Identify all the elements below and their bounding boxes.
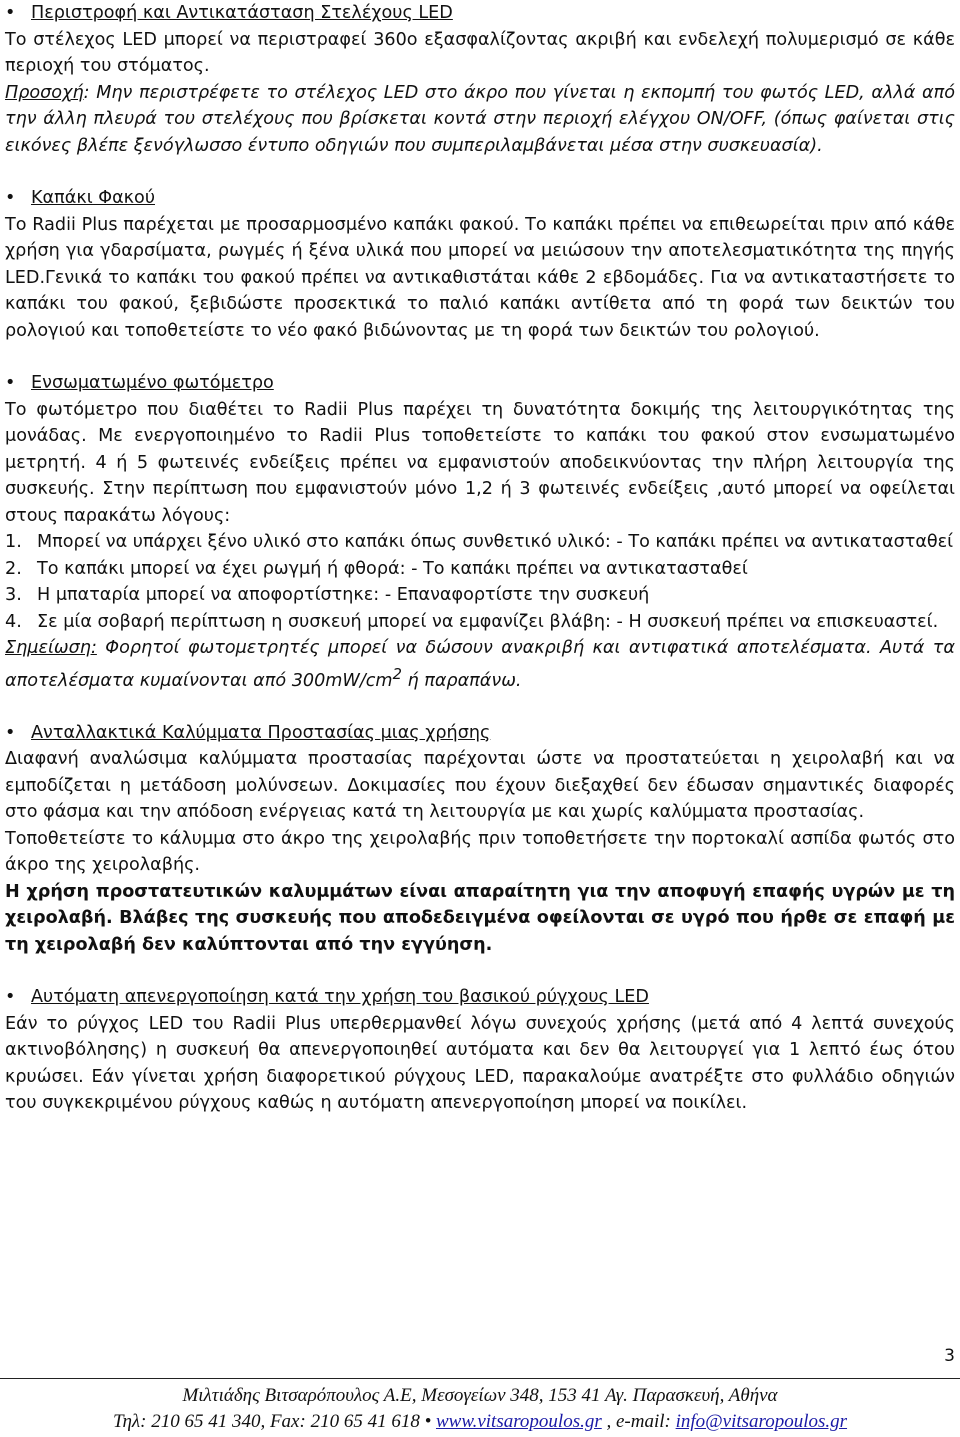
note-label: Προσοχή <box>5 82 84 103</box>
list-item: 1. Μπορεί να υπάρχει ξένο υλικό στο καπάκι όπως συνθετικό υλικό: - Το καπάκι πρέπει να αντικατασταθεί <box>5 532 954 552</box>
page-number: 3 <box>944 1346 955 1366</box>
email-link[interactable]: info@vitsaropoulos.gr <box>675 1411 848 1432</box>
bullet-icon: • <box>5 987 16 1008</box>
section-heading <box>5 720 955 747</box>
paragraph: Το Radii Plus παρέχεται με προσαρμοσμένο καπάκι φακού. Το καπάκι πρέπει να επιθεωρείται πριν από κάθε χρήση για γδαρσίματα, ρωγμές ή ξένα υλικά που μπορεί να μειώσουν την αποτελεσματικότητα της πηγής LED.Γενικά το καπάκι του φακού πρέπει να αντικαθιστάται κάθε 2 εβδομάδες. Για να αντικαταστήσετε το καπάκι του φακού, ξεβιδώστε προσεκτικά το παλιό καπάκι αντίθετα από τη φορά των δεικτών του ρολογιού και τοποθετείστε το νέο φακό βιδώνοντας με τη φορά των δεικτών του ρολογιού. <box>5 214 955 341</box>
section-title: Αυτόματη απενεργοποίηση κατά την χρήση του βασικού ρύγχους LED <box>31 987 649 1008</box>
list-item: 3. Η μπαταρία μπορεί να αποφορτίστηκε: - Επαναφορτίστε την συσκευή <box>5 585 650 605</box>
footer <box>0 1378 960 1435</box>
footer-address: Μιλτιάδης Βιτσαρόπουλος Α.Ε, Μεσογείων 348, 153 41 Αγ. Παρασκευή, Αθήνα <box>182 1385 778 1406</box>
bullet-icon: • <box>5 722 16 743</box>
bullet-icon: • <box>5 3 16 23</box>
note-label: Σημείωση: <box>5 638 97 658</box>
warning-paragraph: Η χρήση προστατευτικών καλυμμάτων είναι απαραίτητη για την αποφυγή επαφής υγρών με τη χειρολαβή. Βλάβες της συσκευής που αποδεδειγμένα οφείλονται σε υγρό που ήρθε σε επαφή με τη χειρολαβή δεν καλύπτονται από την εγγύηση. <box>5 881 955 955</box>
footer-contact: Τηλ: 210 65 41 340, Fax: 210 65 41 618 • www.vitsaropoulos.gr , e-mail: info@vitsaropoulos.gr <box>112 1411 848 1432</box>
section-title: Καπάκι Φακού <box>31 188 155 208</box>
section-heading <box>5 0 955 27</box>
paragraph: Το στέλεχος LED μπορεί να περιστραφεί 360ο εξασφαλίζοντας ακριβή και ενδελεχή πολυμερισμό σε κάθε περιοχή του στόματος. Προσοχή: Μην περιστρέφετε το στέλεχος LED στο άκρο που γίνεται η εκπομπή του φωτός LED, αλλά από την άλλη πλευρά του στελέχους που βρίσκεται κοντά στην περιοχή ελέγχου ON/OFF, (όπως φαίνεται στις εικόνες βλέπε ξενόγλωσσο έντυπο οδηγιών που συμπεριλαμβάνεται μέσα στην συσκευασία). <box>5 29 955 156</box>
list-item: 4. Σε μία σοβαρή περίπτωση η συσκευή μπορεί να εμφανίζει βλάβη: - Η συσκευή πρέπει να επισκευαστεί. <box>5 611 939 632</box>
section-title: Ενσωματωμένο φωτόμετρο <box>31 373 274 393</box>
paragraph: Τοποθετείστε το κάλυμμα στο άκρο της χειρολαβής πριν τοποθετήσετε την πορτοκαλί ασπίδα φωτός στο άκρο της χειρολαβής. <box>5 828 955 876</box>
section-title: Ανταλλακτικά Καλύμματα Προστασίας μιας χρήσης <box>31 722 491 743</box>
bullet-icon: • <box>5 373 16 393</box>
paragraph: Διαφανή αναλώσιμα καλύμματα προστασίας παρέχονται ώστε να προστατεύεται η χειρολαβή και να εμποδίζεται η μετάδοση μολύνσεων. Δοκιμασίες που έχουν διεξαχθεί δεν έδωσαν σημαντικές διαφορές στο φάσμα και την απόδοση ενέργειας κατά τη λειτουργία με και χωρίς καλύμματα προστασίας. <box>5 749 955 823</box>
website-link[interactable]: www.vitsaropoulos.gr <box>435 1411 602 1432</box>
section-heading <box>5 185 955 212</box>
list-item: 2. Το καπάκι μπορεί να έχει ρωγμή ή φθορά: - Το καπάκι πρέπει να αντικατασταθεί <box>5 558 748 579</box>
paragraph: Εάν το ρύγχος LED του Radii Plus υπερθερμανθεί λόγω συνεχούς χρήσης (μετά από 4 λεπτά συνεχούς ακτινοβόλησης) η συσκευή θα απενεργοποιηθεί αυτόματα και δεν θα λειτουργεί για 1 λεπτό έως ότου κρυώσει. Εάν γίνεται χρήση διαφορετικού ρύγχους LED, παρακαλούμε ανατρέξτε στο φυλλάδιο οδηγιών του συγκεκριμένου ρύγχους καθώς η αυτόματη απενεργοποίηση μπορεί να ποικίλει. <box>5 1013 955 1114</box>
bullet-icon: • <box>5 188 16 208</box>
numbered-list <box>5 529 955 635</box>
document-page <box>5 0 955 1117</box>
section-heading <box>5 984 955 1011</box>
paragraph: Το φωτόμετρο που διαθέτει το Radii Plus παρέχει τη δυνατότητα δοκιμής της λειτουργικότητας της μονάδας. Με ενεργοποιημένο το Radii Plus τοποθετείστε το καπάκι του φακού στον ενσωματωμένο μετρητή. 4 ή 5 φωτεινές ενδείξεις πρέπει να εμφανιστούν αποδεικνύοντας την πλήρη λειτουργία της συσκευής. Στην περίπτωση που εμφανιστούν μόνο 1,2 ή 3 φωτεινές ενδείξεις ,αυτό μπορεί να οφείλεται στους παρακάτω λόγους: <box>5 399 955 526</box>
note-paragraph: Σημείωση: Φορητοί φωτομετρητές μπορεί να δώσουν ανακριβή και αντιφατικά αποτελέσματα. Αυτά τα αποτελέσματα κυμαίνονται από $300mW/cm^2$ ή παραπάνω. <box>5 638 955 691</box>
section-heading <box>5 370 955 397</box>
section-title: Περιστροφή και Αντικατάσταση Στελέχους LED <box>31 3 453 23</box>
